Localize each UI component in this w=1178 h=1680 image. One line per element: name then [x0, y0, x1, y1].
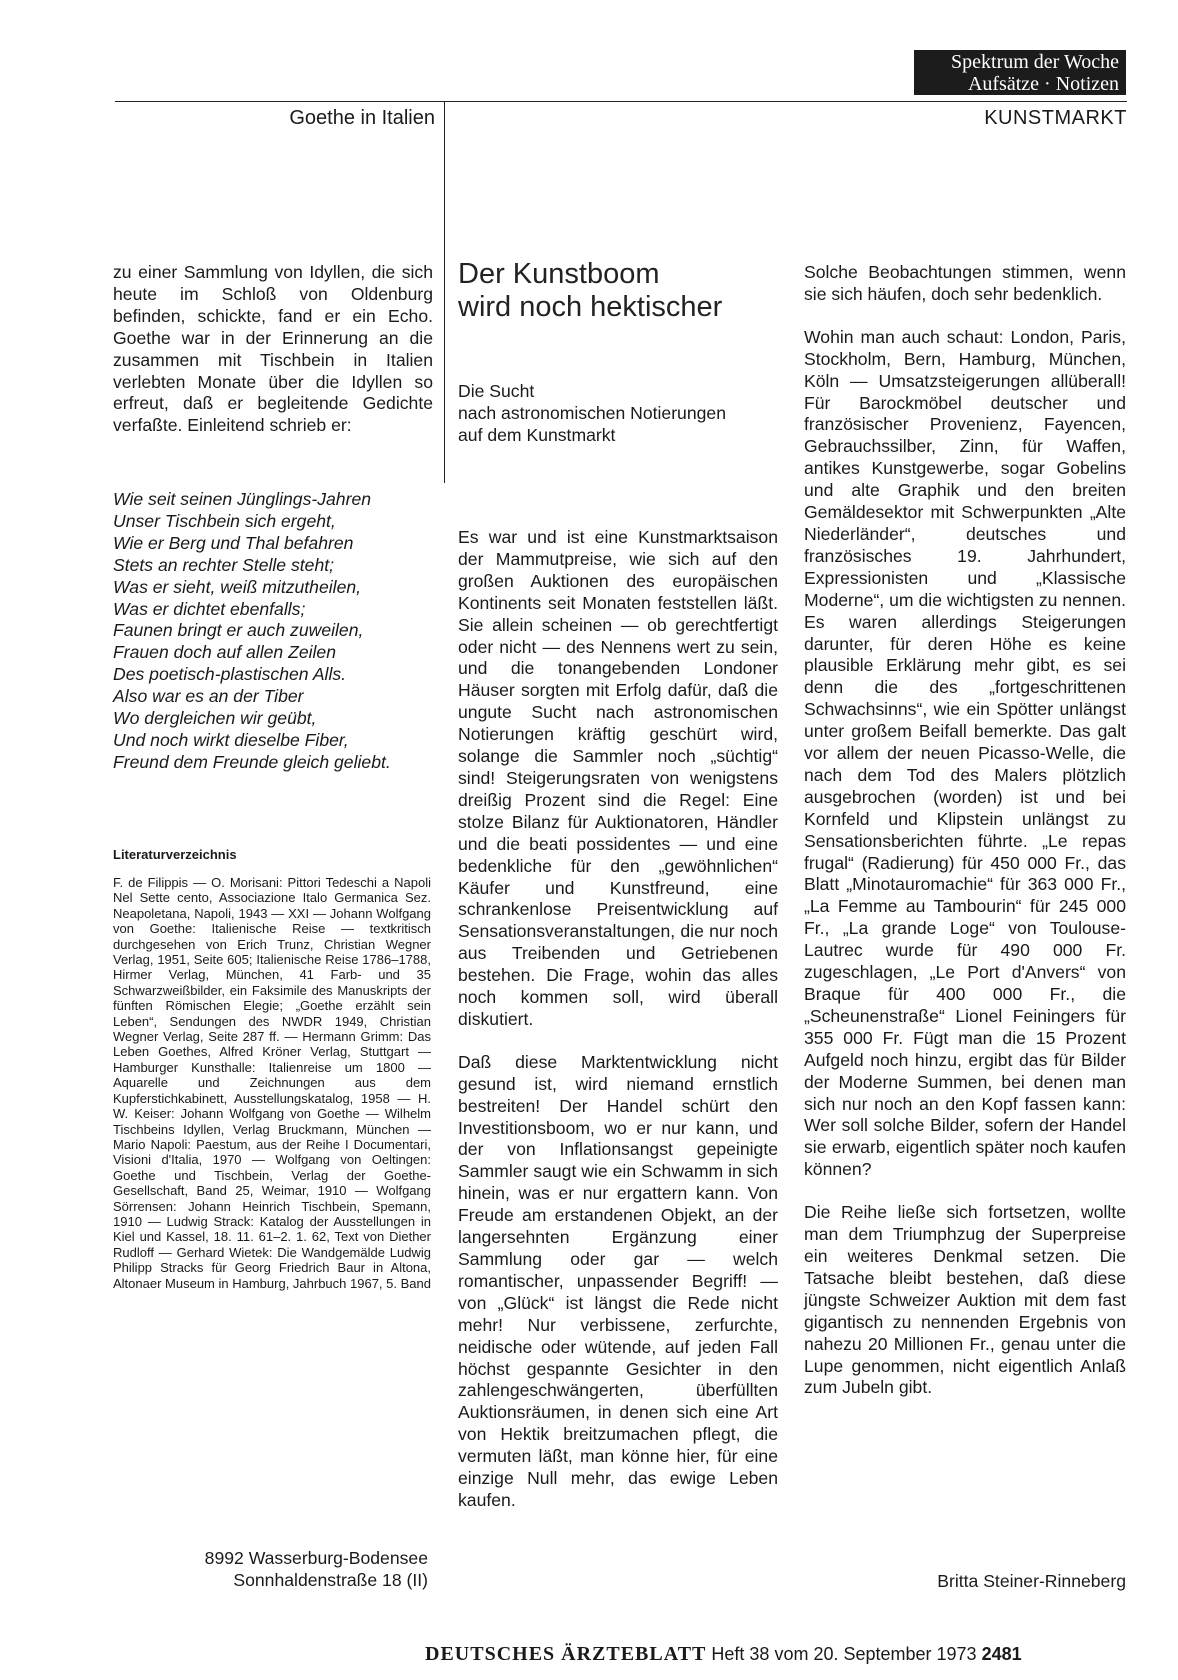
- issue-info: Heft 38 vom 20. September 1973: [711, 1644, 977, 1664]
- section-title-right: KUNSTMARKT: [984, 107, 1127, 129]
- article-paragraph: Solche Beobachtungen stimmen, wenn sie sich häufen, doch sehr bedenklich.: [804, 262, 1126, 304]
- subtitle-line-1: Die Sucht: [458, 381, 535, 401]
- column-divider: [444, 101, 445, 483]
- poem-line: Freund dem Freunde gleich geliebt.: [113, 751, 391, 772]
- literature-list: F. de Filippis — O. Morisani: Pittori Tedeschi a Napoli Nel Sette cento, Associazione Italo Germanica Sez. Neapoletana, Napoli, 1943 — XXI — Johann Wolfgang von Goethe: Italienische Reise — textkritisch durchgesehen von Erich Trunz, Christian Wegner Verlag, 1951, Seite 605; Italienische Reise 1786–1788, Hirmer Verlag, München, 41 Farb- und 35 Schwarzweißbilder, ein Faksimile des Manuskripts der fünften Römischen Elegie; „Goethe erzählt sein Leben“, Sendungen des NWDR 1949, Christian Wegner Verlag, Seite 287 ff. — Hermann Grimm: Das Leben Goethes, Alfred Kröner Verlag, Stuttgart — Hamburger Kunsthalle: Italienreise um 1800 — Aquarelle und Zeichnungen aus dem Kupferstichkabinett, Ausstellungskatalog, 1958 — H. W. Keiser: Johann Wolfgang von Goethe — Wilhelm Tischbeins Idyllen, Verlag Bruckmann, München — Mario Napoli: Paestum, aus der Reihe I Documentari, Visioni d'Italia, 1970 — Wolfgang von Oeltingen: Goethe und Tischbein, Verlag der Goethe-Gesellschaft, Band 25, Weimar, 1910 — Wolfgang Sörrensen: Johann Heinrich Tischbein, Spemann, 1910 — Ludwig Strack: Katalog der Ausstellungen in Kiel und Kassel, 18. 11. 61–2. 1. 62, Text von Diether Rudloff — Gerhard Wietek: Die Wandgemälde Ludwig Philipp Stracks für Georg Friedrich Baur in Altona, Altonaer Museum in Hamburg, Jahrbuch 1967, 5. Band: [113, 875, 431, 1291]
- title-line-1: Der Kunstboom: [458, 258, 660, 290]
- poem-line: Wie seit seinen Jünglings-Jahren: [113, 489, 372, 509]
- poem-line: Unser Tischbein sich ergeht,: [113, 510, 336, 531]
- article-paragraph: Es war und ist eine Kunstmarktsaison der Mammutpreise, wie sich auf den großen Auktionen des europäischen Kontinents seit Monaten feststellen läßt. Sie allein scheinen — ob gerechtfertigt oder nicht — des Nennens wert zu sein, und die tonangebenden Londoner Häuser sorgten mit Erfolg dafür, daß die ungute Sucht nach astronomischen Notierungen kräftig geschürt wird, solange die Sammler noch „süchtig“ sind! Steigerungsraten von wenigstens dreißig Prozent sind die Regel: Eine stolze Bilanz für Auktionatoren, Händler und die beati possidentes — und eine bedenkliche für den „gewöhnlichen“ Käufer und Kunstfreund, eine schrankenlose Preisentwicklung auf Sensationsveranstaltungen, die nur noch aus Treibenden und Getriebenen bestehen. Die Frage, wohin das alles noch kommen soll, wird überall diskutiert.: [458, 527, 778, 1029]
- poem-line: Des poetisch-plastischen Alls.: [113, 664, 347, 685]
- right-column: [804, 262, 1126, 1399]
- header-rule: [115, 101, 1127, 102]
- poem-line: Faunen bringt er auch zuweilen,: [113, 620, 364, 641]
- title-line-2: wird noch hektischer: [458, 291, 723, 323]
- article-title: [458, 258, 778, 324]
- middle-column: [458, 527, 778, 1512]
- article-paragraph: Die Reihe ließe sich fortsetzen, wollte man dem Triumphzug der Superpreise ein weiteres Denkmal setzen. Die Tatsache bleibt bestehen, daß diese jüngste Schweizer Auktion mit dem fast gigantisch zu nennenden Ergebnis von nahezu 20 Millionen Fr., genau unter die Lupe genommen, nicht eigentlich Anlaß zum Jubeln gibt.: [804, 1202, 1126, 1398]
- poem: [113, 489, 443, 774]
- subtitle-line-3: auf dem Kunstmarkt: [458, 424, 616, 445]
- article-subtitle: [458, 381, 778, 447]
- subtitle-line-2: nach astronomischen Notierungen: [458, 402, 726, 423]
- poem-line: Frauen doch auf allen Zeilen: [113, 642, 336, 663]
- left-column-intro: [113, 262, 433, 437]
- poem-line: Stets an rechter Stelle steht;: [113, 554, 335, 575]
- literature-heading: Literaturverzeichnis: [113, 847, 237, 862]
- section-badge: [914, 50, 1126, 95]
- poem-line: Wie er Berg und Thal befahren: [113, 532, 354, 553]
- page-number: 2481: [981, 1644, 1022, 1664]
- poem-line: Wo dergleichen wir geübt,: [113, 708, 317, 729]
- article-paragraph: Wohin man auch schaut: London, Paris, Stockholm, Bern, Hamburg, München, Köln — Umsatzsteigerungen allüberall! Für Barockmöbel deutscher und französischer Provenienz, Fayencen, Gebrauchssilber, Zinn, für Waffen, antikes Kunstgewerbe, sogar Gobelins und alte Graphik und den breiten Gemäldesektor mit Schwerpunkten „Alte Niederländer“, deutsches und französisches 19. Jahrhundert, Expressionisten und „Klassische Moderne“, um die wichtigsten zu nennen. Es waren allerdings Steigerungen darunter, für deren Höhe es keine plausible Erklärung mehr gibt, es sei denn die des „fortgeschrittenen Schwachsinns“, wie ein Spötter unlängst unter großem Beifall bemerkte. Das galt vor allem der neuen Picasso-Welle, die nach dem Tod des Malers plötzlich ausgebrochen (worden) ist und bei Kornfeld und Klipstein unlängst zu Sensationsberichten führte. „Le repas frugal“ (Radierung) für 450 000 Fr., das Blatt „Minotauromachie“ für 363 000 Fr., „La Femme au Tambourin“ für 245 000 Fr., „La grande Loge“ von Toulouse-Lautrec wurde für 490 000 Fr. zugeschlagen, „Le Port d'Anvers“ von Braque für 400 000 Fr., die „Scheunenstraße“ Lionel Feiningers für 355 000 Fr. Fügt man die 15 Prozent Aufgeld noch hinzu, ergibt das für Bilder der Moderne Summen, bei denen man sich nur noch an den Kopf fassen kann: Wer soll solche Bilder, sofern der Handel sie erwarb, eigentlich später noch kaufen können?: [804, 326, 1126, 1180]
- article-author: Britta Steiner-Rinneberg: [937, 1571, 1126, 1591]
- badge-line-1: Spektrum der Woche: [951, 51, 1119, 73]
- poem-line: Was er sieht, weiß mitzutheilen,: [113, 576, 362, 597]
- poem-line: Was er dichtet ebenfalls;: [113, 598, 306, 619]
- poem-line: Also war es an der Tiber: [113, 686, 304, 707]
- section-title-left: Goethe in Italien: [289, 107, 435, 129]
- author-address: [113, 1547, 428, 1591]
- address-line-2: Sonnhaldenstraße 18 (II): [233, 1570, 428, 1590]
- intro-paragraph: zu einer Sammlung von Idyllen, die sich heute im Schloß von Oldenburg befinden, schickte, fand er ein Echo. Goethe war in der Erinnerung an die zusammen mit Tischbein in Italien verlebten Monate über die Idyllen so erfreut, daß er begleitende Gedichte verfaßte. Einleitend schrieb er:: [113, 262, 433, 436]
- page-footer: [425, 1643, 1022, 1666]
- address-line-1: 8992 Wasserburg-Bodensee: [204, 1548, 428, 1568]
- article-paragraph: Daß diese Marktentwicklung nicht gesund ist, wird niemand ernstlich bestreiten! Der Handel schürt den Investitionsboom, wo er nur kann, und der von Inflationsangst gepeinigte Sammler saugt wie ein Schwamm in sich hinein, was er nur ergattern kann. Von Freude am erstandenen Objekt, an der langersehnten Ergänzung einer Sammlung oder gar — welch romantischer, unpassender Begriff! — von „Glück“ ist längst die Rede nicht mehr! Nur verbissene, zerfurchte, neidische oder wütende, auf jeden Fall höchst gespannte Gesichter in den zahlengeschwängerten, überfüllten Auktionsräumen, in denen sich eine Art von Hektik breitzumachen pflegt, die vermuten läßt, man könne hier, für eine einzige Null mehr, das ewige Leben kaufen.: [458, 1051, 778, 1510]
- poem-line: Und noch wirkt dieselbe Fiber,: [113, 729, 349, 750]
- badge-line-2: Aufsätze · Notizen: [967, 73, 1119, 95]
- journal-name: DEUTSCHES ÄRZTEBLATT: [425, 1643, 707, 1665]
